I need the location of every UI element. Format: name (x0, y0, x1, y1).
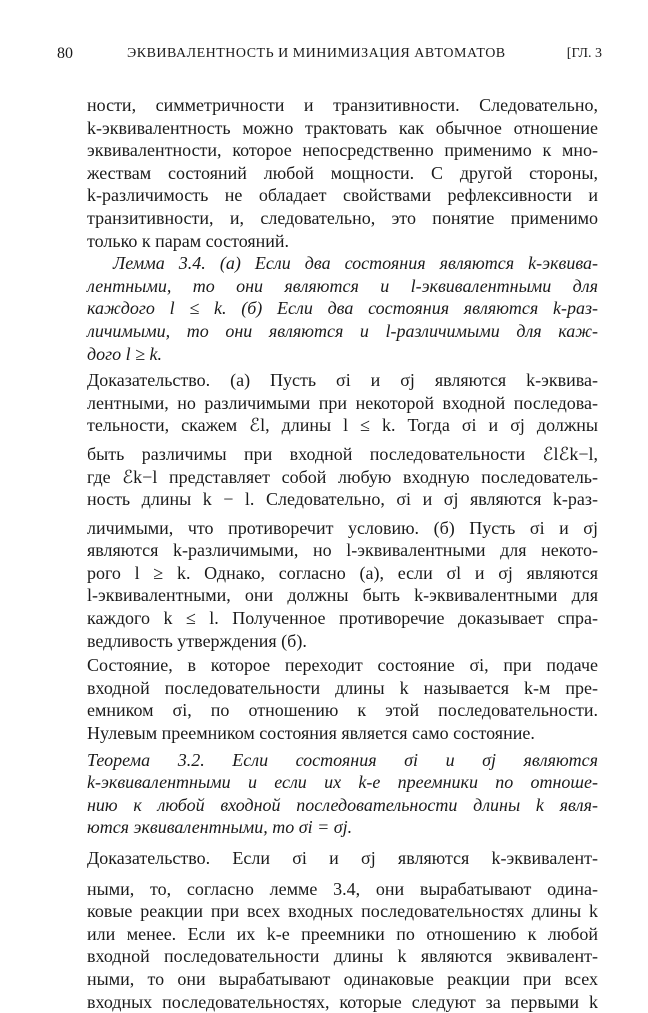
text-line: входной последовательности длины k называется k-м пре- (87, 677, 598, 698)
theorem-text-line: нию к любой входной последовательности длины k явля- (87, 794, 598, 815)
lemma-text-line: каждого l ≤ k. (б) Если два состояния являются k-раз- (87, 298, 598, 319)
text-line: ведливость утверждения (б). (87, 630, 307, 651)
text-line: ности, симметричности и транзитивности. Следовательно, (87, 95, 598, 115)
proof-heading-line: Доказательство. (а) Пусть σi и σj являются k-эквива- (87, 370, 598, 391)
text-line: тельности, скажем ℰl, длины l ≤ k. Тогда σi и σj должны (87, 415, 598, 436)
theorem-text-line: k-эквивалентными и если их k-е преемники по отноше- (87, 772, 598, 793)
theorem-text-line: ются эквивалентными, то σi = σj. (87, 817, 353, 838)
running-title: ЭКВИВАЛЕНТНОСТЬ И МИНИМИЗАЦИЯ АВТОМАТОВ (127, 46, 506, 61)
running-header (57, 40, 602, 68)
text-line: ными, то они вырабатывают одинаковые реакции при всех (87, 968, 598, 989)
text-line: личимыми, что противоречит условию. (б) Пусть σi и σj (87, 517, 598, 538)
text-line: рого l ≥ k. Однако, согласно (а), если σl и σj являются (87, 562, 598, 583)
page-body (87, 94, 598, 1013)
text-line: где ℰk−l представляет собой любую входную последователь- (87, 466, 598, 487)
text-line: Нулевым преемником состояния является само состояние. (87, 723, 535, 744)
theorem-heading-line: Теорема 3.2. Если состояния σi и σj являются (87, 749, 598, 770)
text-line: лентными, но различимыми при некоторой входной последова- (87, 392, 598, 413)
text-line: Состояние, в которое переходит состояние σi, при подаче (87, 655, 598, 676)
lemma-text-line: дого l ≥ k. (87, 343, 162, 364)
text-line: транзитивности, и, следовательно, это понятие применимо (87, 207, 598, 228)
text-line: жествам состояний любой мощности. С другой стороны, (87, 162, 598, 183)
text-line: быть различимы при входной последовательности ℰlℰk−l, (87, 443, 598, 464)
text-line: ными, то, согласно лемме 3.4, они вырабатывают одина- (87, 878, 598, 899)
text-line: входных последовательностях, которые следуют за первыми k (87, 991, 598, 1012)
page-number: 80 (57, 45, 73, 62)
text-line: ковые реакции при всех входных последовательностях длины k (87, 901, 598, 922)
text-line: каждого k ≤ l. Полученное противоречие доказывает спра- (87, 608, 598, 629)
text-line: емником σi, по отношению к этой последовательности. (87, 700, 598, 721)
text-line: ность длины k − l. Следовательно, σi и σj являются k-раз- (87, 489, 598, 510)
text-line: только к парам состояний. (87, 230, 290, 251)
text-line: или менее. Если их k-е преемники по отношению к любой (87, 923, 598, 944)
proof-heading-line: Доказательство. Если σi и σj являются k-эквивалент- (87, 848, 598, 868)
text-line: k-различимость не обладает свойствами рефлексивности и (87, 185, 598, 206)
lemma-heading-line: Лемма 3.4. (а) Если два состояния являются k-эквива- (113, 253, 598, 274)
text-line: эквивалентности, которое непосредственно применимо к мно- (87, 140, 598, 161)
book-page (57, 40, 602, 1013)
text-line: k-эквивалентность можно трактовать как обычное отношение (87, 117, 598, 138)
lemma-text-line: личимыми, то они являются и l-различимыми для каж- (87, 320, 598, 341)
text-line: l-эквивалентными, они должны быть k-эквивалентными для (87, 585, 598, 606)
text-line: входной последовательности длины k являются эквивалент- (87, 946, 598, 967)
chapter-marker: [ГЛ. 3 (566, 46, 602, 61)
text-line: являются k-различимыми, но l-эквивалентными для некото- (87, 540, 598, 561)
lemma-text-line: лентными, то они являются и l-эквивалентными для (87, 275, 598, 296)
